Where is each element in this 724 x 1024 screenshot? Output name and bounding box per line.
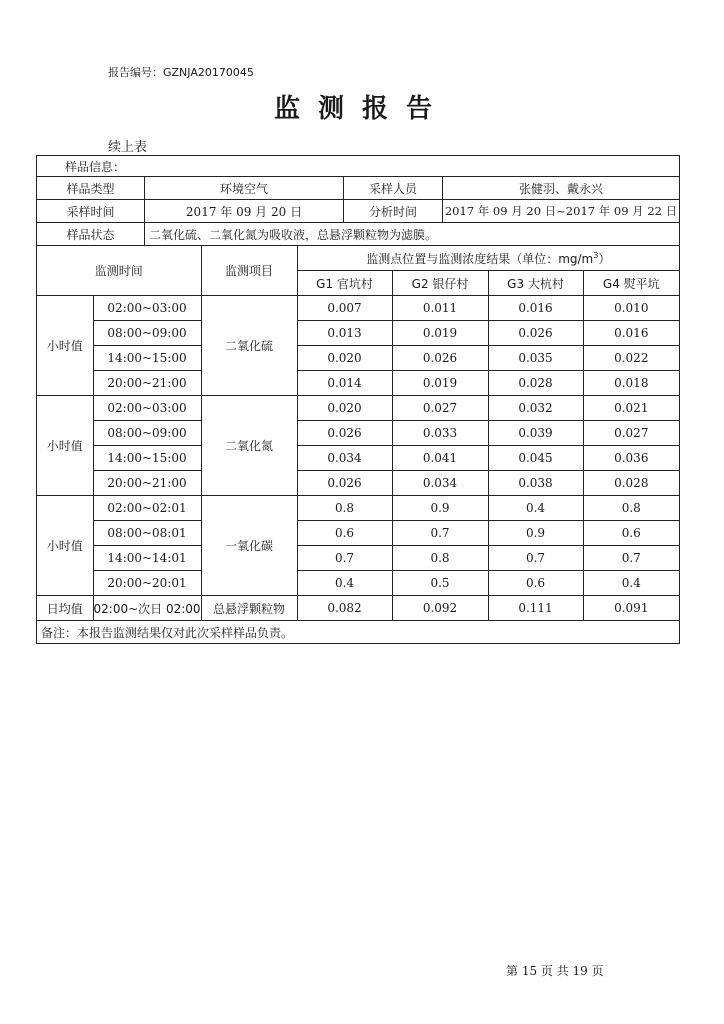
period-cell: 小时值 — [37, 396, 93, 496]
period-cell: 日均值 — [37, 596, 93, 621]
value-cell: 0.4 — [583, 571, 679, 596]
sample-type-value: 环境空气 — [145, 177, 344, 199]
time-cell: 20:00~21:00 — [93, 471, 201, 496]
value-cell: 0.032 — [488, 396, 583, 421]
value-cell: 0.028 — [583, 471, 679, 496]
table-row — [37, 296, 679, 321]
item-cell: 二氧化氮 — [201, 396, 297, 496]
page-number: 第 15 页 共 19 页 — [506, 964, 604, 978]
page-title: 监测报告 — [273, 94, 450, 124]
daily-row — [37, 596, 679, 621]
report-table — [36, 155, 680, 644]
value-cell: 0.007 — [297, 296, 392, 321]
value-cell: 0.026 — [392, 346, 488, 371]
col-header-result-sup: 3 — [593, 250, 599, 260]
value-cell: 0.011 — [392, 296, 488, 321]
sample-info-heading-row — [37, 156, 679, 177]
table-row — [37, 396, 679, 421]
table-row — [37, 546, 679, 571]
table-row — [37, 496, 679, 521]
item-cell: 一氧化碳 — [201, 496, 297, 596]
value-cell: 0.7 — [583, 546, 679, 571]
site-header: G4 熨平坑 — [583, 271, 679, 296]
period-cell: 小时值 — [37, 496, 93, 596]
table-row — [37, 471, 679, 496]
sample-state-row — [37, 223, 679, 246]
col-header-result-end: ） — [598, 251, 611, 266]
value-cell: 0.039 — [488, 421, 583, 446]
table-row — [37, 521, 679, 546]
table-row — [37, 346, 679, 371]
sample-type-label: 样品类型 — [37, 177, 145, 199]
value-cell: 0.4 — [488, 496, 583, 521]
value-cell: 0.033 — [392, 421, 488, 446]
value-cell: 0.7 — [297, 546, 392, 571]
value-cell: 0.028 — [488, 371, 583, 396]
sample-state-value: 二氧化硫、二氧化氮为吸收液，总悬浮颗粒物为滤膜。 — [149, 227, 438, 242]
value-cell: 0.019 — [392, 321, 488, 346]
sample-time-value: 2017 年 09 月 20 日 — [145, 200, 344, 222]
value-cell: 0.5 — [392, 571, 488, 596]
value-cell: 0.013 — [297, 321, 392, 346]
value-cell: 0.8 — [392, 546, 488, 571]
time-cell: 20:00~20:01 — [93, 571, 201, 596]
value-cell: 0.034 — [392, 471, 488, 496]
analysis-time-label: 分析时间 — [344, 200, 443, 222]
value-cell: 0.7 — [392, 521, 488, 546]
note-row — [37, 621, 679, 644]
table-row — [37, 371, 679, 396]
time-cell: 08:00~08:01 — [93, 521, 201, 546]
value-cell: 0.036 — [583, 446, 679, 471]
value-cell: 0.026 — [297, 471, 392, 496]
value-cell: 0.027 — [583, 421, 679, 446]
value-cell: 0.6 — [488, 571, 583, 596]
report-number: 报告编号：GZNJA20170045 — [108, 66, 254, 79]
time-cell: 02:00~次日 02:00 — [93, 596, 201, 621]
time-cell: 14:00~15:00 — [93, 446, 201, 471]
value-cell: 0.6 — [583, 521, 679, 546]
value-cell: 0.027 — [392, 396, 488, 421]
sample-time-row — [37, 200, 679, 223]
time-cell: 14:00~15:00 — [93, 346, 201, 371]
sample-info-heading: 样品信息： — [65, 159, 126, 174]
value-cell: 0.9 — [392, 496, 488, 521]
sample-state-label: 样品状态 — [37, 223, 145, 245]
value-cell: 0.014 — [297, 371, 392, 396]
sampler-label: 采样人员 — [344, 177, 443, 199]
analysis-time-value: 2017 年 09 月 20 日~2017 年 09 月 22 日 — [444, 204, 678, 218]
value-cell: 0.010 — [583, 296, 679, 321]
period-cell: 小时值 — [37, 296, 93, 396]
value-cell: 0.111 — [488, 596, 583, 621]
value-cell: 0.092 — [392, 596, 488, 621]
value-cell: 0.026 — [297, 421, 392, 446]
col-header-result-text: 监测点位置与监测浓度结果（单位：mg/m — [366, 251, 594, 266]
value-cell: 0.9 — [488, 521, 583, 546]
value-cell: 0.6 — [297, 521, 392, 546]
value-cell: 0.8 — [297, 496, 392, 521]
value-cell: 0.034 — [297, 446, 392, 471]
time-cell: 20:00~21:00 — [93, 371, 201, 396]
site-header: G3 大杭村 — [488, 271, 583, 296]
time-cell: 08:00~09:00 — [93, 421, 201, 446]
col-header-time: 监测时间 — [37, 246, 201, 296]
measurement-table — [37, 246, 679, 621]
value-cell: 0.019 — [392, 371, 488, 396]
value-cell: 0.020 — [297, 346, 392, 371]
sampler-value: 张健羽、戴永兴 — [518, 181, 603, 196]
table-row — [37, 321, 679, 346]
item-cell: 二氧化硫 — [201, 296, 297, 396]
value-cell: 0.045 — [488, 446, 583, 471]
time-cell: 02:00~02:01 — [93, 496, 201, 521]
value-cell: 0.091 — [583, 596, 679, 621]
value-cell: 0.7 — [488, 546, 583, 571]
table-row — [37, 446, 679, 471]
value-cell: 0.022 — [583, 346, 679, 371]
note-text: 备注：本报告监测结果仅对此次采样样品负责。 — [41, 625, 294, 640]
table-row — [37, 421, 679, 446]
time-cell: 02:00~03:00 — [93, 396, 201, 421]
value-cell: 0.016 — [488, 296, 583, 321]
value-cell: 0.041 — [392, 446, 488, 471]
value-cell: 0.020 — [297, 396, 392, 421]
table-row — [37, 571, 679, 596]
sample-type-row — [37, 177, 679, 200]
time-cell: 08:00~09:00 — [93, 321, 201, 346]
col-header-item: 监测项目 — [201, 246, 297, 296]
col-header-result — [297, 246, 679, 271]
continued-label: 续上表 — [108, 140, 148, 155]
time-cell: 02:00~03:00 — [93, 296, 201, 321]
value-cell: 0.016 — [583, 321, 679, 346]
value-cell: 0.038 — [488, 471, 583, 496]
value-cell: 0.026 — [488, 321, 583, 346]
sample-time-label: 采样时间 — [37, 200, 145, 222]
value-cell: 0.021 — [583, 396, 679, 421]
value-cell: 0.082 — [297, 596, 392, 621]
site-header: G1 官坑村 — [297, 271, 392, 296]
value-cell: 0.018 — [583, 371, 679, 396]
time-cell: 14:00~14:01 — [93, 546, 201, 571]
value-cell: 0.8 — [583, 496, 679, 521]
value-cell: 0.4 — [297, 571, 392, 596]
site-header: G2 银仔村 — [392, 271, 488, 296]
value-cell: 0.035 — [488, 346, 583, 371]
item-cell: 总悬浮颗粒物 — [201, 596, 297, 621]
